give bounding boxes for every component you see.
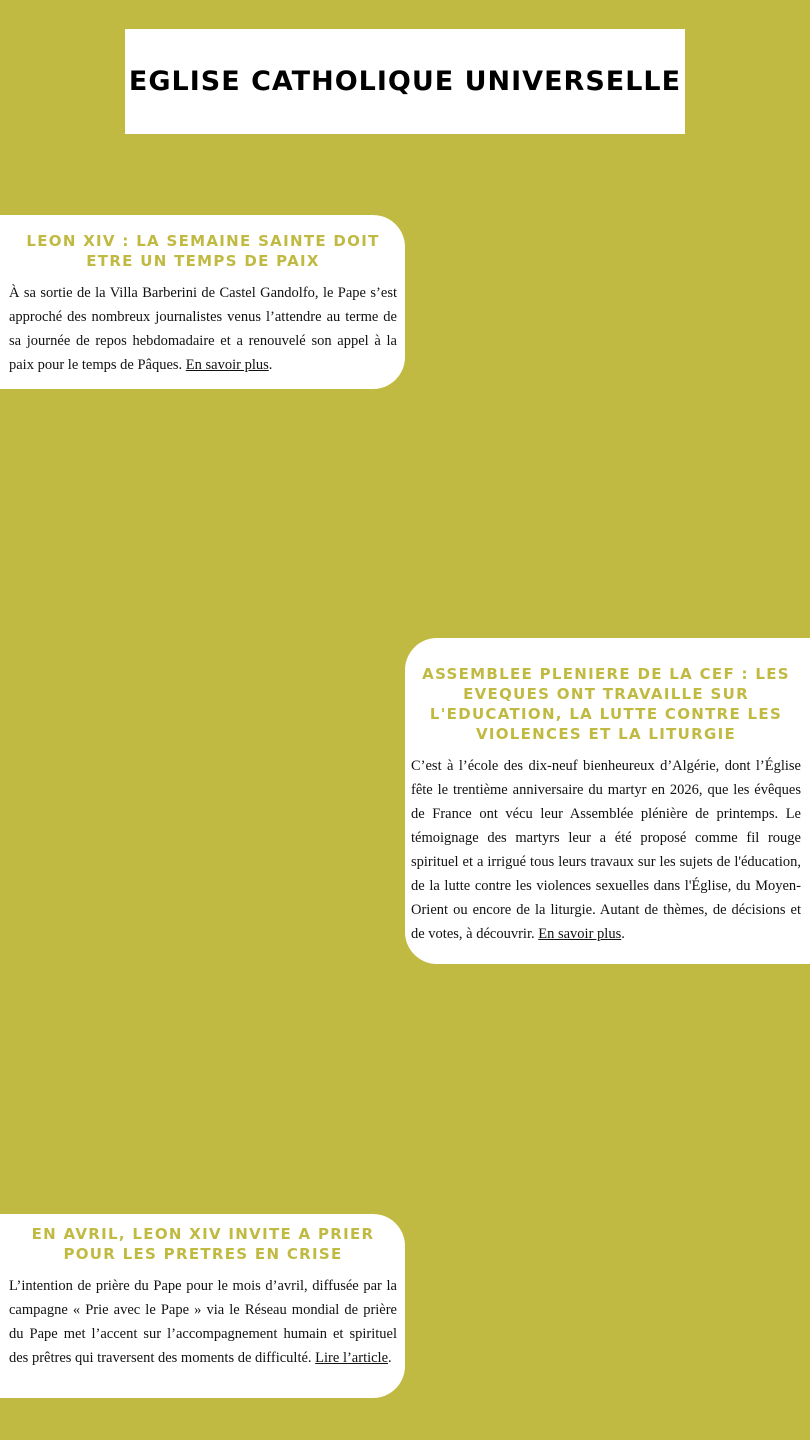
article-body (411, 754, 801, 946)
read-article-link[interactable]: Lire l’article (315, 1350, 389, 1366)
article-text: À sa sortie de la Villa Barberini de Castel Gandolfo, le Pape s’est approché des nombreux journalistes venus l’attendre au terme de sa journée de repos hebdomadaire et a renouvelé son appel à la paix pour le temps de Pâques. (9, 285, 397, 373)
article-body (9, 281, 397, 377)
page-title: EGLISE CATHOLIQUE UNIVERSELLE (128, 66, 682, 97)
read-more-link[interactable]: En savoir plus (185, 357, 269, 373)
article-card-2 (405, 638, 810, 964)
article-title: LEON XIV : LA SEMAINE SAINTE DOIT ETRE UN TEMPS DE PAIX (26, 232, 380, 270)
read-more-link[interactable]: En savoir plus (538, 926, 622, 942)
title-banner (125, 29, 685, 134)
article-end: . (621, 926, 625, 942)
article-end: . (268, 357, 273, 373)
article-title: ASSEMBLEE PLENIERE DE LA CEF : LES EVEQUES ONT TRAVAILLE SUR L'EDUCATION, LA LUTTE CONTRE LES VIOLENCES ET LA LITURGIE (422, 665, 790, 743)
article-text: L’intention de prière du Pape pour le mois d’avril, diffusée par la campagne « Prie avec le Pape » via le Réseau mondial de prière du Pape met l’accent sur l’accompagnement humain et spirituel des prêtres qui traversent des moments de difficulté. (9, 1278, 397, 1366)
article-title: EN AVRIL, LEON XIV INVITE A PRIER POUR LES PRETRES EN CRISE (31, 1225, 375, 1263)
article-card-3 (0, 1214, 405, 1398)
article-body (9, 1274, 397, 1370)
article-text: C’est à l’école des dix-neuf bienheureux d’Algérie, dont l’Église fête le trentième anniversaire du martyr en 2026, que les évêques de France ont vécu leur Assemblée plénière de printemps. Le témoignage des martyrs leur a été proposé comme fil rouge spirituel et a irrigué tous leurs travaux sur les sujets de l'éducation, de la lutte contre les violences sexuelles dans l'Église, du Moyen-Orient ou encore de la liturgie. Autant de thèmes, de décisions et de votes, à découvrir. (411, 758, 801, 942)
article-end: . (388, 1350, 392, 1366)
article-card-1 (0, 215, 405, 389)
